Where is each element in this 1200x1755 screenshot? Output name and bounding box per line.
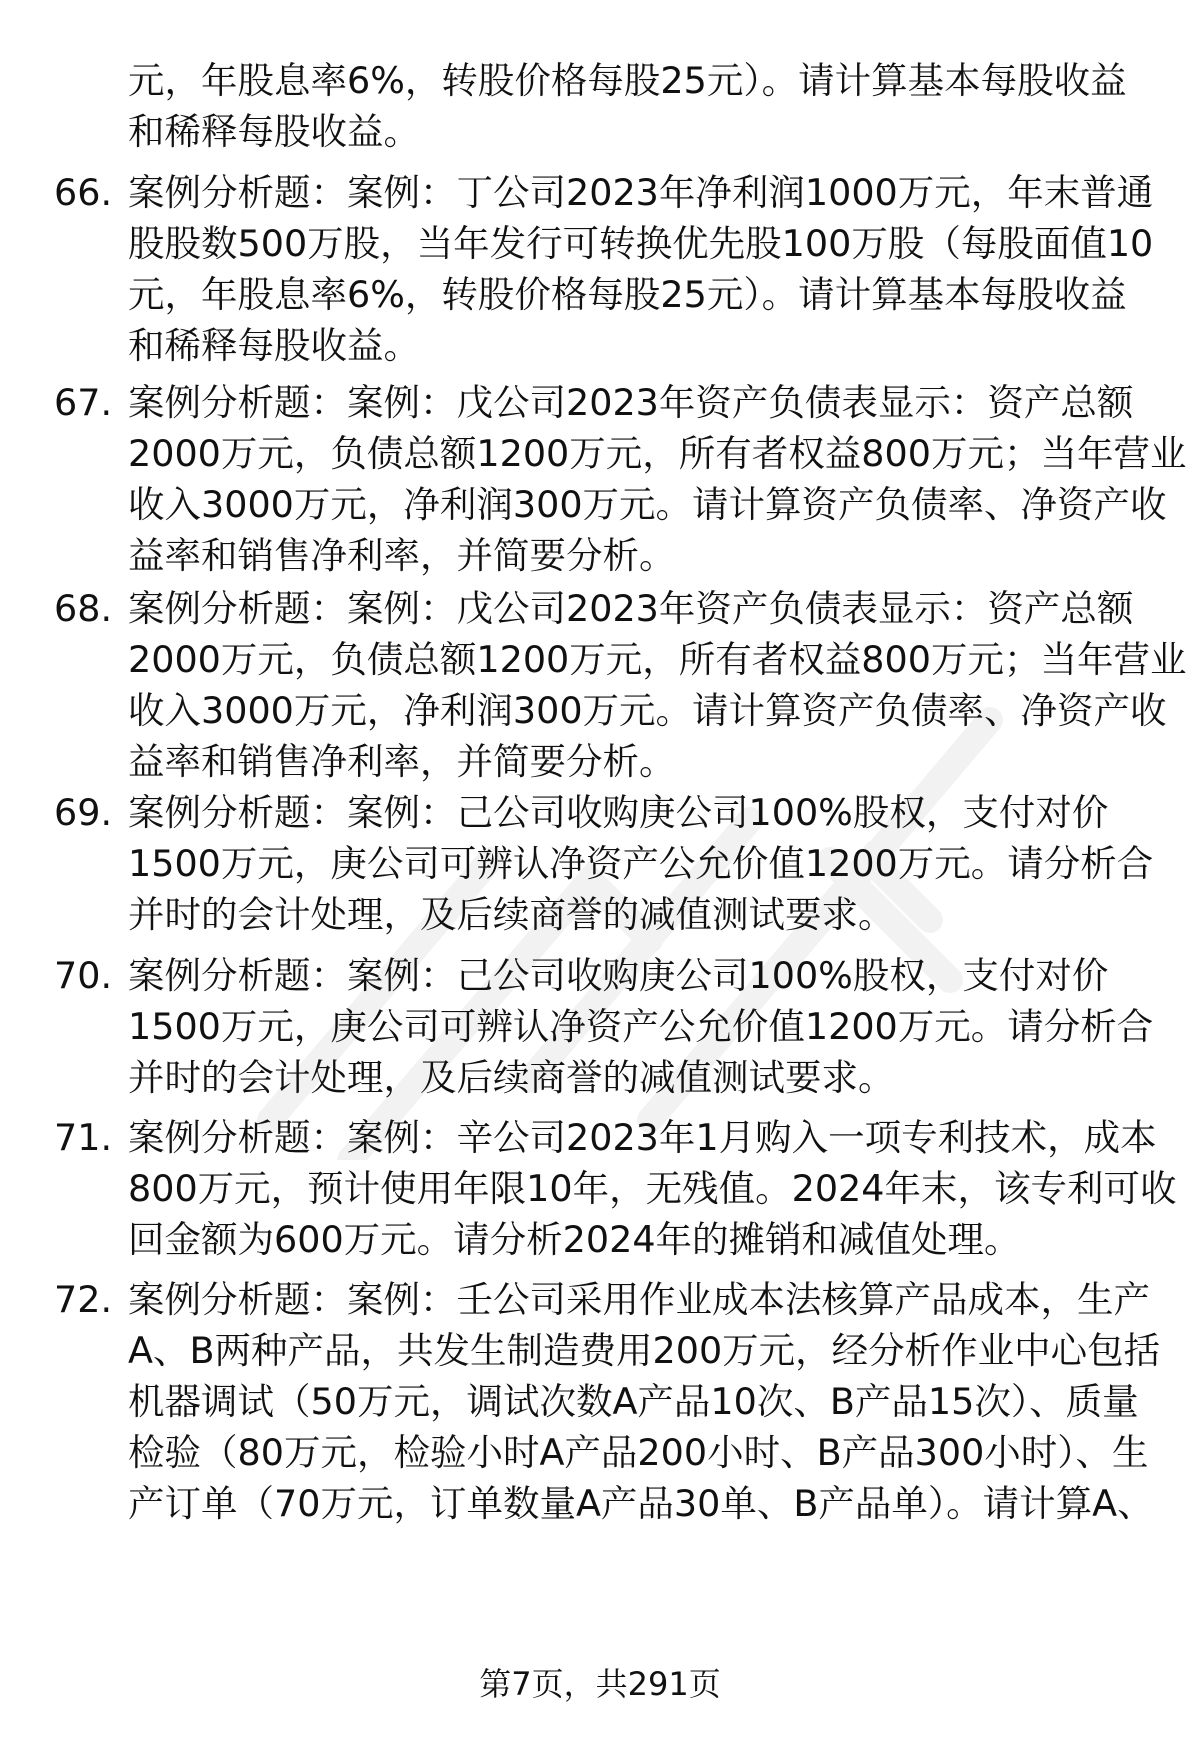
- question-text: [128, 377, 1186, 581]
- question-line: 并时的会计处理，及后续商誉的减值测试要求。: [128, 1056, 895, 1099]
- intro-line: 元，年股息率6%，转股价格每股25元）。请计算基本每股收益: [128, 59, 1127, 102]
- question-number: 71.: [54, 1116, 113, 1159]
- question-line: 1500万元，庚公司可辨认净资产公允价值1200万元。请分析合: [128, 842, 1154, 885]
- question-text: [128, 1274, 1160, 1529]
- question-line: 案例分析题：案例：壬公司采用作业成本法核算产品成本，生产: [128, 1278, 1150, 1321]
- question-line: 1500万元，庚公司可辨认净资产公允价值1200万元。请分析合: [128, 1005, 1154, 1048]
- page-footer: 第7页，共291页: [479, 1665, 721, 1703]
- question-number: 70.: [54, 954, 113, 997]
- question-line: 和稀释每股收益。: [128, 324, 420, 367]
- question-line: 案例分析题：案例：丁公司2023年净利润1000万元，年末普通: [128, 171, 1154, 214]
- question-line: 收入3000万元，净利润300万元。请计算资产负债率、净资产收: [128, 689, 1167, 732]
- question-line: 案例分析题：案例：戊公司2023年资产负债表显示：资产总额: [128, 587, 1134, 630]
- question-number: 72.: [54, 1278, 113, 1321]
- question-line: 2000万元，负债总额1200万元，所有者权益800万元；当年营业: [128, 638, 1187, 681]
- question-line: 案例分析题：案例：己公司收购庚公司100%股权，支付对价: [128, 791, 1109, 834]
- question-line: 股股数500万股，当年发行可转换优先股100万股（每股面值10: [128, 222, 1154, 265]
- question-number: 66.: [54, 171, 113, 214]
- question-line: 机器调试（50万元，调试次数A产品10次、B产品15次）、质量: [128, 1380, 1139, 1423]
- question-line: 收入3000万元，净利润300万元。请计算资产负债率、净资产收: [128, 483, 1167, 526]
- question-text: [128, 583, 1186, 787]
- question-text: [128, 787, 1153, 940]
- question-line: 元，年股息率6%，转股价格每股25元）。请计算基本每股收益: [128, 273, 1127, 316]
- intro-line: 和稀释每股收益。: [128, 110, 420, 153]
- question-line: 益率和销售净利率，并简要分析。: [128, 740, 676, 783]
- question-line: 回金额为600万元。请分析2024年的摊销和减值处理。: [128, 1218, 1021, 1261]
- question-line: 案例分析题：案例：己公司收购庚公司100%股权，支付对价: [128, 954, 1109, 997]
- question-line: 检验（80万元，检验小时A产品200小时、B产品300小时）、生: [128, 1431, 1149, 1474]
- question-number: 68.: [54, 587, 113, 630]
- question-text: [128, 1112, 1177, 1265]
- intro-block: [128, 55, 1127, 157]
- question-line: 并时的会计处理，及后续商誉的减值测试要求。: [128, 893, 895, 936]
- question-line: 800万元，预计使用年限10年，无残值。2024年末，该专利可收: [128, 1167, 1177, 1210]
- question-line: 产订单（70万元，订单数量A产品30单、B产品单）。请计算A、: [128, 1482, 1154, 1525]
- question-text: [128, 167, 1153, 371]
- question-number: 69.: [54, 791, 113, 834]
- question-line: A、B两种产品，共发生制造费用200万元，经分析作业中心包括: [128, 1329, 1161, 1372]
- question-line: 案例分析题：案例：辛公司2023年1月购入一项专利技术，成本: [128, 1116, 1157, 1159]
- question-line: 2000万元，负债总额1200万元，所有者权益800万元；当年营业: [128, 432, 1187, 475]
- question-number: 67.: [54, 381, 113, 424]
- question-text: [128, 950, 1153, 1103]
- question-line: 益率和销售净利率，并简要分析。: [128, 534, 676, 577]
- question-line: 案例分析题：案例：戊公司2023年资产负债表显示：资产总额: [128, 381, 1134, 424]
